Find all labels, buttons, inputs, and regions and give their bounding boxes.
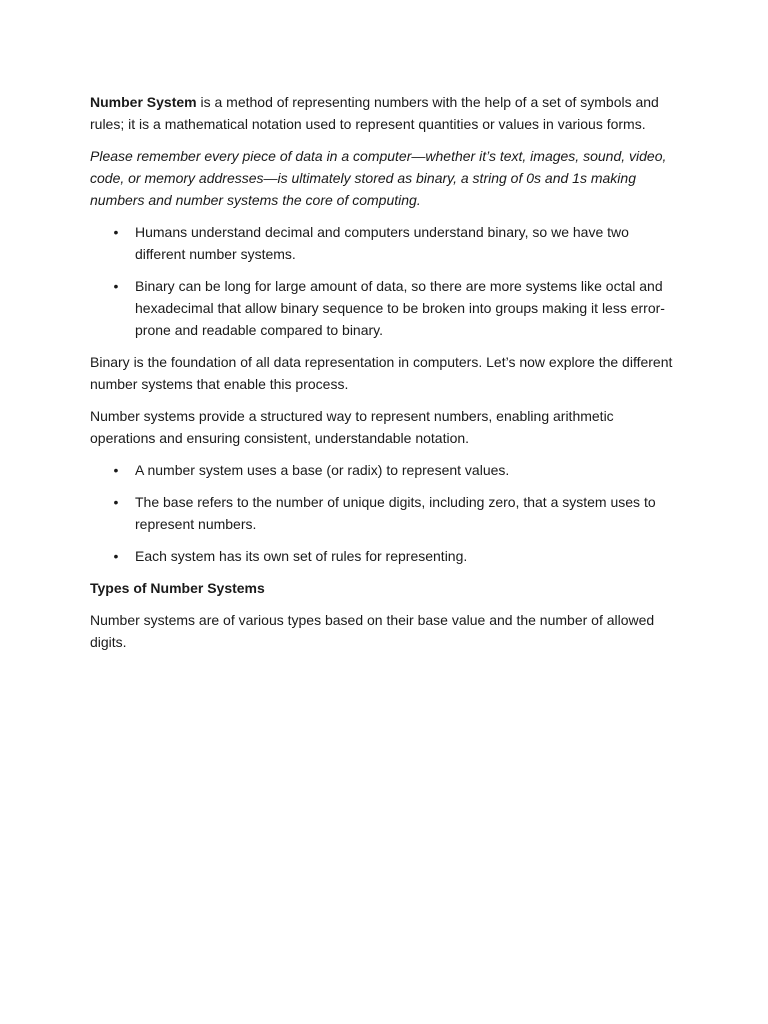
intro-term: Number System <box>90 94 197 110</box>
list-item-text: Binary can be long for large amount of data, so there are more systems like octal and hexadecimal that allow binary sequence to be broken into groups making it less error-prone and readable compared to binary. <box>135 278 665 338</box>
section-heading: Types of Number Systems <box>90 580 265 596</box>
intro-text: is a method of representing numbers with the help of a set of symbols and rules; it is a mathematical notation used to represent quantities or values in various forms. <box>90 94 659 132</box>
list-item-text: Humans understand decimal and computers understand binary, so we have two different number systems. <box>135 224 629 262</box>
note-paragraph: Please remember every piece of data in a computer—whether it’s text, images, sound, video, code, or memory addresses—is ultimately stored as binary, a string of 0s and 1s making numbers and number systems the core of computing. <box>90 148 667 208</box>
types-paragraph: Number systems are of various types based on their base value and the number of allowed digits. <box>90 612 655 650</box>
document-page <box>90 91 680 663</box>
bullet-list-base <box>90 459 680 567</box>
list-item <box>90 275 680 341</box>
binary-foundation-paragraph: Binary is the foundation of all data representation in computers. Let’s now explore the different number systems that enable this process. <box>90 354 673 392</box>
bullet-icon: • <box>113 224 119 240</box>
bullet-icon: • <box>113 548 119 564</box>
intro-paragraph <box>90 91 680 135</box>
list-item <box>90 545 680 567</box>
list-item <box>90 491 680 535</box>
list-item-text: The base refers to the number of unique digits, including zero, that a system uses to represent numbers. <box>135 494 656 532</box>
bullet-icon: • <box>113 278 119 294</box>
list-item-text: Each system has its own set of rules for representing. <box>135 548 468 564</box>
list-item <box>90 221 680 265</box>
bullet-icon: • <box>113 494 119 510</box>
list-item-text: A number system uses a base (or radix) to represent values. <box>135 462 510 478</box>
bullet-icon: • <box>113 462 119 478</box>
list-item <box>90 459 680 481</box>
bullet-list-reasons <box>90 221 680 341</box>
structured-way-paragraph: Number systems provide a structured way to represent numbers, enabling arithmetic operations and ensuring consistent, understandable notation. <box>90 408 614 446</box>
